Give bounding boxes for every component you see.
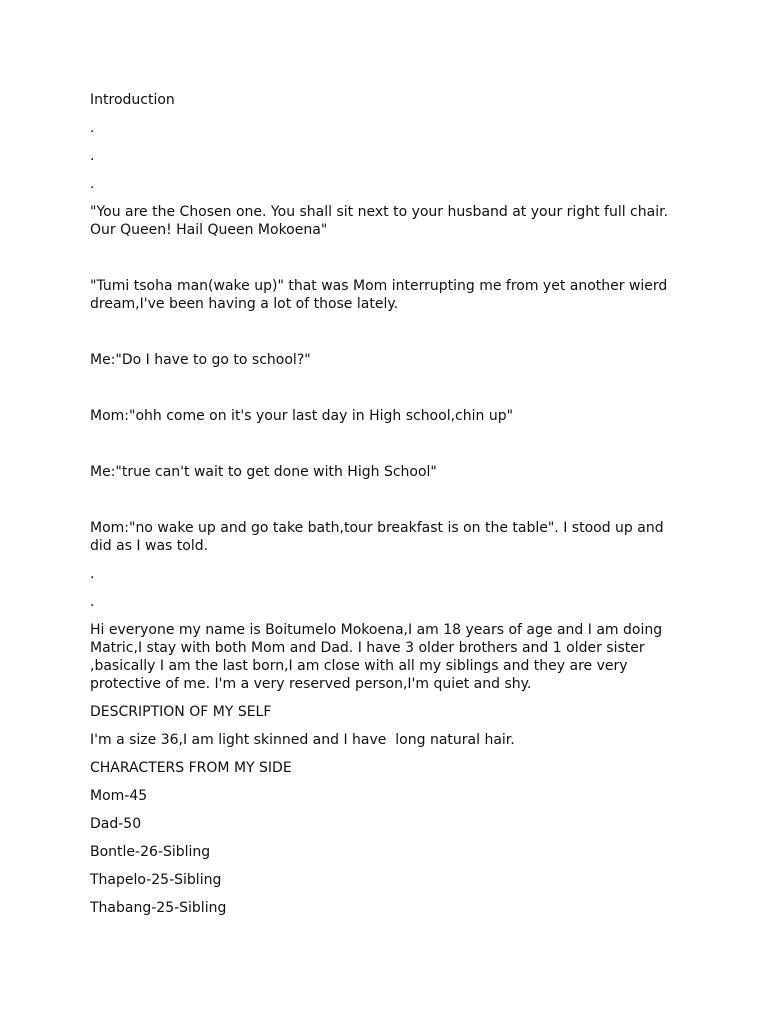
paragraph-dot: . [90,120,95,136]
list-item-character: Bontle-26-Sibling [90,844,211,860]
paragraph-dot: . [90,594,95,610]
paragraph-dot: . [90,148,95,164]
paragraph-dialogue: Me:"true can't wait to get done with High School" [90,464,437,480]
paragraph-wake-up: "Tumi tsoha man(wake up)" that was Mom interrupting me from yet another wierd dream,I've been having a lot of those lately. [90,278,672,312]
document-page [90,91,680,927]
paragraph-dialogue: Me:"Do I have to go to school?" [90,352,311,368]
paragraph-dream-quote: "You are the Chosen one. You shall sit next to your husband at your right full chair. Our Queen! Hail Queen Mokoena" [90,204,673,238]
paragraph-self-intro: Hi everyone my name is Boitumelo Mokoena,I am 18 years of age and I am doing Matric,I stay with both Mom and Dad. I have 3 older brothers and 1 older sister ,basically I am the last born,I am close with all my siblings and they are very protective of me. I'm a very reserved person,I'm quiet and shy. [90,622,667,692]
section-heading-description: DESCRIPTION OF MY SELF [90,704,272,720]
list-item-character: Thapelo-25-Sibling [90,872,222,888]
paragraph-dot: . [90,176,95,192]
list-item-character: Thabang-25-Sibling [90,900,227,916]
paragraph-dialogue: Mom:"ohh come on it's your last day in High school,chin up" [90,408,514,424]
paragraph-dot: . [90,566,95,582]
section-heading-characters: CHARACTERS FROM MY SIDE [90,760,292,776]
list-item-character: Dad-50 [90,816,142,832]
list-item-character: Mom-45 [90,788,148,804]
heading-introduction: Introduction [90,92,175,108]
paragraph-dialogue: Mom:"no wake up and go take bath,tour breakfast is on the table". I stood up and did as I was told. [90,520,669,554]
paragraph-description: I'm a size 36,I am light skinned and I have long natural hair. [90,732,515,748]
